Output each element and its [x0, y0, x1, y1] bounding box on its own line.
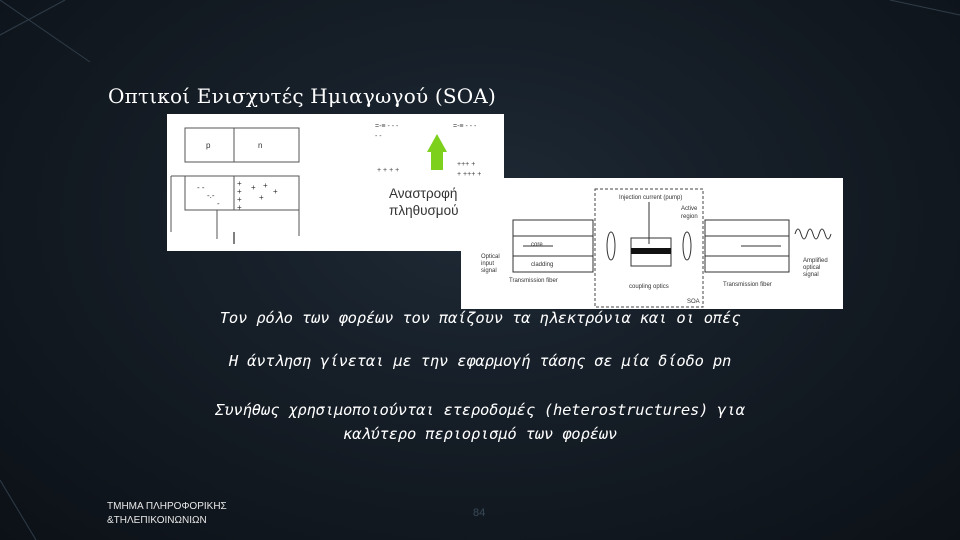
pn-diode-top: [185, 128, 299, 162]
label-input-3: signal: [481, 268, 497, 274]
page-number: 84: [473, 507, 486, 519]
label-core: core: [531, 242, 543, 248]
decor-line: [0, 480, 36, 540]
svg-text:- -: - -: [375, 133, 382, 140]
label-active-2: region: [681, 214, 698, 220]
svg-text:+: +: [237, 195, 242, 204]
charge-markers: [197, 179, 278, 212]
svg-text:- -: - -: [197, 183, 205, 192]
decor-line: [0, 0, 65, 35]
svg-text:+: +: [237, 203, 242, 212]
label-active-1: Active: [681, 206, 698, 212]
label-p: p: [206, 141, 211, 150]
label-coupling: coupling optics: [629, 284, 669, 290]
bullet-heterostructures-text: Συνήθως χρησιμοποιούνται ετεροδομές (heterostructures) για καλύτερο περιορισμό των φορέων: [215, 401, 745, 443]
active-region: [631, 248, 671, 254]
label-soa: SOA: [687, 299, 700, 305]
footer-department: [107, 500, 227, 528]
inversion-arrow-icon: [427, 134, 447, 170]
label-tx-left: Transmission fiber: [509, 278, 558, 284]
decor-line: [0, 0, 90, 62]
lens-right: [683, 232, 691, 260]
svg-text:+: +: [263, 181, 268, 190]
svg-text:+ + + +: + + + +: [377, 167, 400, 174]
bullet-carriers: Τον ρόλο των φορέων τον παίζουν τα ηλεκτρόνια και οι οπές: [219, 309, 741, 327]
label-output-1: Amplified: [803, 258, 828, 264]
pn-diode-bottom: [185, 176, 299, 210]
caption-line-2: πληθυσμού: [389, 203, 459, 218]
slide-title: Οπτικοί Ενισχυτές Ημιαγωγού (SOA): [108, 84, 497, 108]
svg-text:+: +: [237, 187, 242, 196]
label-tx-right: Transmission fiber: [723, 282, 772, 288]
bullet-pumping: Η άντληση γίνεται με την εφαρμογή τάσης σε μία δίοδο pn: [228, 352, 732, 370]
bullet-heterostructures: [0, 398, 960, 446]
label-output-2: optical: [803, 265, 821, 271]
label-cladding: cladding: [531, 262, 554, 268]
lens-left: [607, 232, 615, 260]
svg-text:+ +++ +: + +++ +: [457, 171, 482, 178]
svg-text:=-≡ - - -: =-≡ - - -: [375, 123, 399, 130]
label-n: n: [258, 141, 263, 150]
label-input-2: input: [481, 261, 495, 267]
decor-line: [890, 0, 960, 15]
energy-levels-left: [375, 123, 399, 174]
svg-text:+: +: [259, 193, 264, 202]
pn-junction-figure: [167, 114, 504, 251]
label-injection: Injection current (pump): [619, 195, 683, 201]
label-input-1: Optical: [481, 254, 500, 260]
svg-text:+: +: [237, 179, 242, 188]
footer-line-2: &ΤΗΛΕΠΙΚΟΙΝΩΝΙΩΝ: [107, 515, 207, 526]
caption-line-1: Αναστροφή: [389, 186, 458, 201]
svg-text:+: +: [273, 187, 278, 196]
svg-text:-: -: [217, 199, 220, 208]
svg-text:-.-: -.-: [207, 191, 215, 200]
svg-text:+: +: [251, 183, 256, 192]
svg-text:=-≡ - - -: =-≡ - - -: [453, 123, 477, 130]
label-output-3: signal: [803, 272, 819, 278]
soa-diagram: [461, 178, 843, 309]
svg-text:+++ +: +++ +: [457, 161, 476, 168]
footer-line-1: ΤΜΗΜΑ ΠΛΗΡΟΦΟΡΙΚΗΣ: [107, 501, 227, 512]
energy-levels-right: [453, 123, 481, 178]
output-wave: [795, 229, 831, 239]
